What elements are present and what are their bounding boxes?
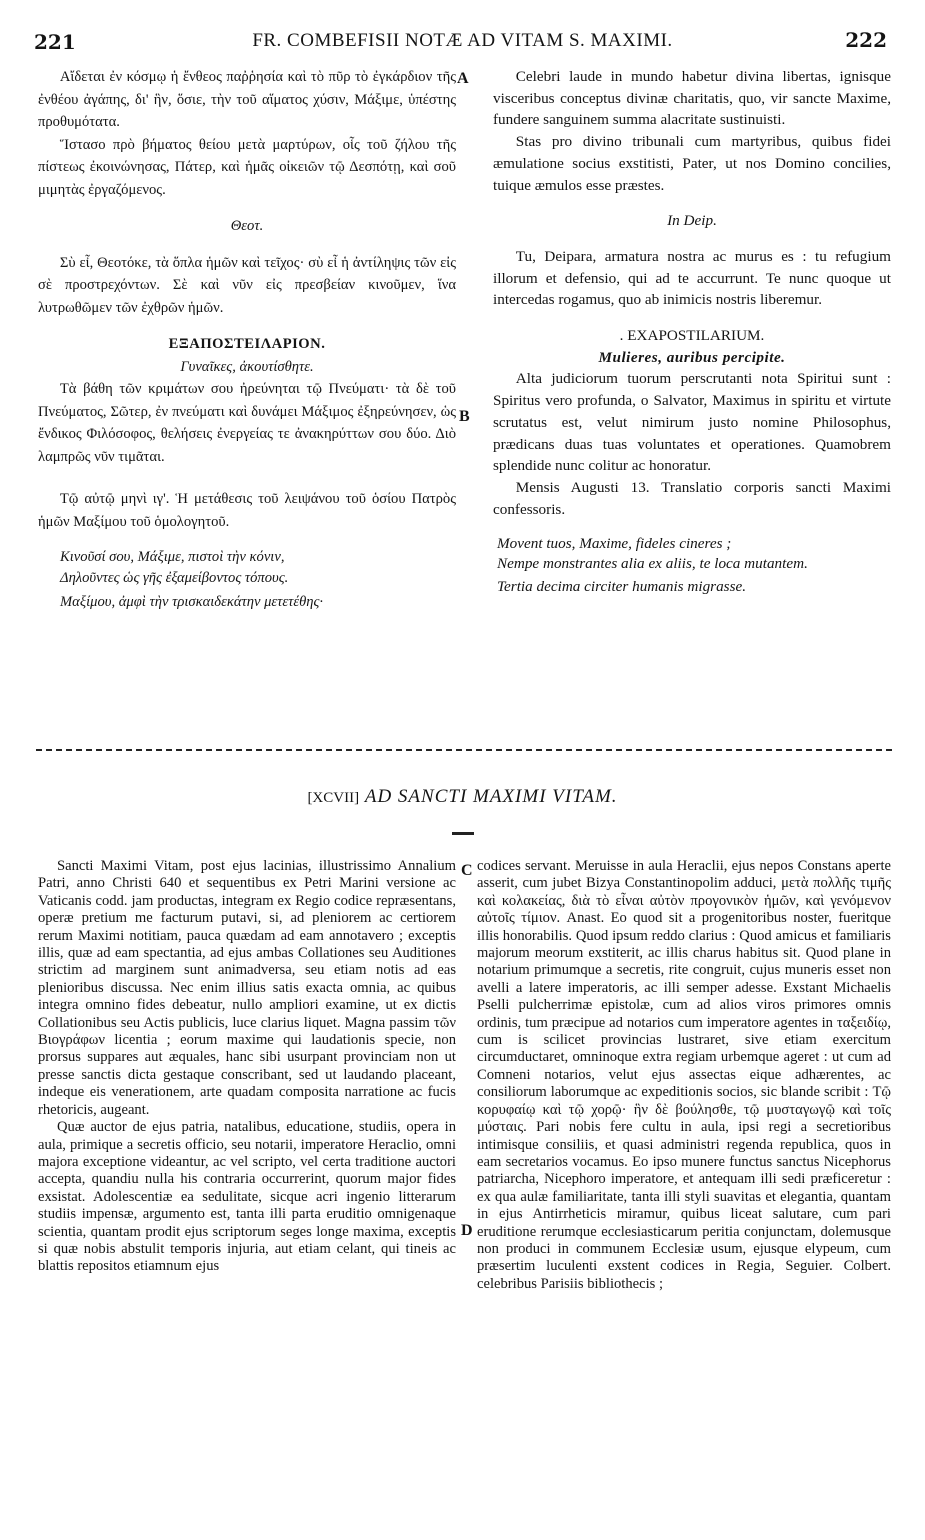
greek-paragraph: Ἵστασο πρὸ βήματος θείου μετὰ μαρτύρων, οἷς τοῦ ζήλου τῆς πίστεως ἐκοινώνησας, Πάτερ, καὶ ἡμᾶς οἰκειῶν τῷ Δεσπότῃ, καὶ σοῦ μιμητὰς ἐργαζόμενος. — [38, 136, 456, 198]
latin-paragraph: Mensis Augusti 13. Translatio corporis sancti Maximi confessoris. — [493, 478, 891, 518]
greek-paragraph: Τῷ αὐτῷ μηνὶ ιγ'. Ἡ μετάθεσις τοῦ λειψάνου τοῦ ὁσίου Πατρὸς ἡμῶν Μαξίμου τοῦ ὁμολογητοῦ. — [38, 491, 456, 530]
margin-mark-c: C — [461, 862, 473, 879]
running-title: FR. COMBEFISII NOTÆ AD VITAM S. MAXIMI. — [252, 30, 673, 51]
greek-verse: Μαξίμου, ἀμφὶ τὴν τρισκαιδεκάτην μετετέθης· — [60, 594, 324, 610]
latin-paragraph: Stas pro divino tribunali cum martyribus, quibus fidei æmulatione socius exstitisti, Pater, ut nos Domino concilies, tuique æmulos esse præstes. — [493, 133, 891, 194]
latin-paragraph: Alta judiciorum tuorum perscrutanti nota Spiritui sunt : Spiritus vero profunda, o Salvator, Maximus in spiritu et virtute scrutatus est, velut nimirum justo nomine Philosophus, prædicans duas tuas voluntates et operationes. Quamobrem splendide nunc colitur ac honoratur. — [493, 370, 891, 475]
greek-heading-exapostilarion: ΕΞΑΠΟΣΤΕΙΛΑΡΙΟΝ. — [168, 336, 326, 352]
greek-paragraph: Σὺ εἶ, Θεοτόκε, τὰ ὅπλα ἡμῶν καὶ τεῖχος· σὺ εἶ ἡ ἀντίληψις τῶν εἰς σὲ προστρεχόντων. Σὲ καὶ νῦν εἰς πρεσβείαν κινοῦμεν, ἵνα λυτρωθῶμεν τῶν ἐχθρῶν ἡμῶν. — [38, 254, 456, 316]
greek-paragraph: Τὰ βάθη τῶν κριμάτων σου ἠρεύνηται τῷ Πνεύματι· τὰ δὲ τοῦ Πνεύματος, Σῶτερ, ἐν πνεύματι καὶ δυνάμει Μάξιμος ἐξηρεύνησεν, ὡς ἔνδικος Φιλόσοφος, θελήσεις ἐνεργείας τε ἀνακηρύττων σου δύο. Διὸ λαμπρῶς νῦν τιμᾶται. — [38, 381, 456, 465]
greek-heading-theotokion: Θεοτ. — [230, 218, 264, 234]
greek-verse: Δηλοῦντες ὡς γῆς ἐξαμείβοντος τόπους. — [60, 570, 289, 586]
title-dash — [452, 832, 474, 835]
greek-subheading: Γυναῖκες, ἀκουτίσθητε. — [180, 358, 314, 375]
latin-heading-deipara: In Deip. — [667, 212, 717, 230]
page-header — [0, 0, 925, 62]
section-number: [XCVII] — [307, 790, 360, 806]
notes-paragraph: codices servant. Meruisse in aula Heraclii, ejus nepos Constans aperte asserit, cum jubet Bizya Constantinopolim adduci, μετὰ πολλῆς τιμῆς καὶ κολακείας, διὰ τὸ εἶναι αὐτὸν προγονικὸν ἡμῶν, καὶ γενόμενον αὐτοῖς τίμιον. Anast. Eo quod sit a progenitoribus noster, fueritque illis honorabilis. Quod ipsum reddo clarius : Quod amicus et familiaris majorum meorum exstiterit, ac illis charus habitus sit. Quod plane in notarium primumque a secretis, rite congruit, cujus muneris esset non avelli a latere imperatoris, ac illi semper adesse. Exstant Michaelis Pselli pulcherrimæ epistolæ, cum ad alios viros primores omnis ordinis, tum præcipue ad notarios cum imperatore agentes in ταξειδίῳ, cum is scilicet provincias lustraret, sive etiam exercitum circumductaret, omninoque extra regiam urbemque ageret : ut cum ad Comneni notarios, velut ejus assectas eique adhærentes, ac consiliorum laborumque ac expeditionis socios, sic blande scribit : Τῷ κορυφαίῳ καὶ τῷ χορῷ· ἣν δὲ βούλησθε, τῷ μυσταγωγῷ καὶ τοῖς μύσταις. Pari nobis fere cultu in aula, ipsi regi a secretioribus intimisque consiliis, et quasi administri regenda republica, quos in eam secretarios vocamus. Eo ipso munere functus sanctus Nicephorus patriarcha, Nicephoro imperatore, et antequam illi sedi præficeretur : ex qua aulæ familiaritate, tanta illi styli suavitas et elegantia, quantam in ejus Antirrheticis miramur, quibus liceat salutare, cum pari eruditione rerumque ecclesiasticarum peritia conjunctam, dolemusque non produci in communem Ecclesiæ usum, ejusque elypeum, cum præsertim luculenti exstent codices in Regia, Seguier. Colbert. celebribus Parisiis bibliothecis ; — [477, 858, 891, 1292]
latin-verse: Tertia decima circiter humanis migrasse. — [497, 578, 747, 596]
latin-paragraph: Tu, Deipara, armatura nostra ac murus es : tu refugium illorum et defensio, qui ad te accurrunt. Te nunc quoque ut intercedas rogamus, quo ab inimicis nostris liberemur. — [493, 247, 891, 309]
latin-verse: Nempe monstrantes alia ex aliis, te loca mutantem. — [497, 555, 808, 573]
greek-column — [38, 66, 456, 615]
notes-left-column — [38, 858, 456, 1276]
greek-paragraph: Αἴδεται ἐν κόσμῳ ἡ ἔνθεος παῤῥησία καὶ τὸ πῦρ τὸ ἐγκάρδιον τῆς ἐνθέου ἀγάπης, δι' ἣν, ὅσιε, τὴν τοῦ αἵματος χύσιν, Μάξιμε, ὑπέστης προθυμότατα. — [38, 69, 456, 130]
margin-mark-d: D — [461, 1222, 473, 1239]
section-title: AD SANCTI MAXIMI VITAM. — [364, 786, 618, 807]
notes-right-column — [477, 858, 891, 1293]
latin-verse: Movent tuos, Maxime, fideles cineres ; — [497, 535, 732, 553]
section-divider — [36, 749, 892, 751]
margin-mark-b: B — [459, 408, 470, 425]
latin-subheading: Mulieres, auribus percipite. — [598, 348, 786, 366]
latin-column — [493, 66, 891, 600]
margin-mark-a: A — [457, 70, 469, 87]
section-heading — [0, 786, 925, 808]
latin-heading-exapostilarium: . EXAPOSTILARIUM. — [619, 327, 765, 345]
page-number-right: 222 — [845, 28, 887, 52]
greek-verse: Κινοῦσί σου, Μάξιμε, πιστοὶ τὴν κόνιν, — [60, 549, 285, 565]
latin-paragraph: Celebri laude in mundo habetur divina libertas, ignisque visceribus conceptus divinæ charitatis, quo, vir sancte Maxime, fundere sanguinem summa alacritate sustinuisti. — [493, 68, 891, 129]
notes-paragraph: Quæ auctor de ejus patria, natalibus, educatione, studiis, opera in aula, primique a secretis officio, seu notarii, imperatore Heraclio, omni majora exceptione videantur, ac vel scripto, vel certa traditione auctori accepta, quandiu nulla his contraria occurrerint, quorum major fides exsistat. Adolescentiæ ea sedulitate, sicque acri ingenio litterarum studiis impensæ, argumento est, tanta illi parta eruditio omnigenaque scientia, quantam prodit ejus scriptorum seges longe maxima, exceptis si quæ nobis abstulit temporis injuria, aut etiam celant, qui tineis ac blattis repositos etiamnum ejus — [38, 1119, 456, 1275]
page-number-left: 221 — [34, 30, 76, 54]
notes-paragraph: Sancti Maximi Vitam, post ejus lacinias, illustrissimo Annalium Patri, anno Christi 640 et sequentibus ex Petri Marini versione ac Vaticanis codd. jam productas, integram ex Regio codice repræsentans, operæ pretium me facturum putavi, si, ad pleniorem ac certiorem rerum Maximi notitiam, pauca quædam ad eam annotavero ; exceptis illis, quæ ad eam spectantia, ad ejus ambas Collationes seu Auditiones strictim ad marginem sunt animadversa, seu etiam notis ad eas plenioribus discussa. Nec enim illius satis exacta omnia, ac quibus integra omnino fides debeatur, nullo ampliori examine, ut ex dictis Collationibus seu Actis publicis, luce clarius liquet. Magna passim τῶν Βιογράφων licentia ; eorum maxime qui laudationis specie, non prorsus suppares aut æquales, hanc sibi usurpant provinciam non ut presse sanctis dicta gestaque conscribant, sed ut laudando placeant, indeque eis venerationem, arte quadam composita narratione ac fucis rhetoricis, augeant. — [38, 858, 456, 1118]
